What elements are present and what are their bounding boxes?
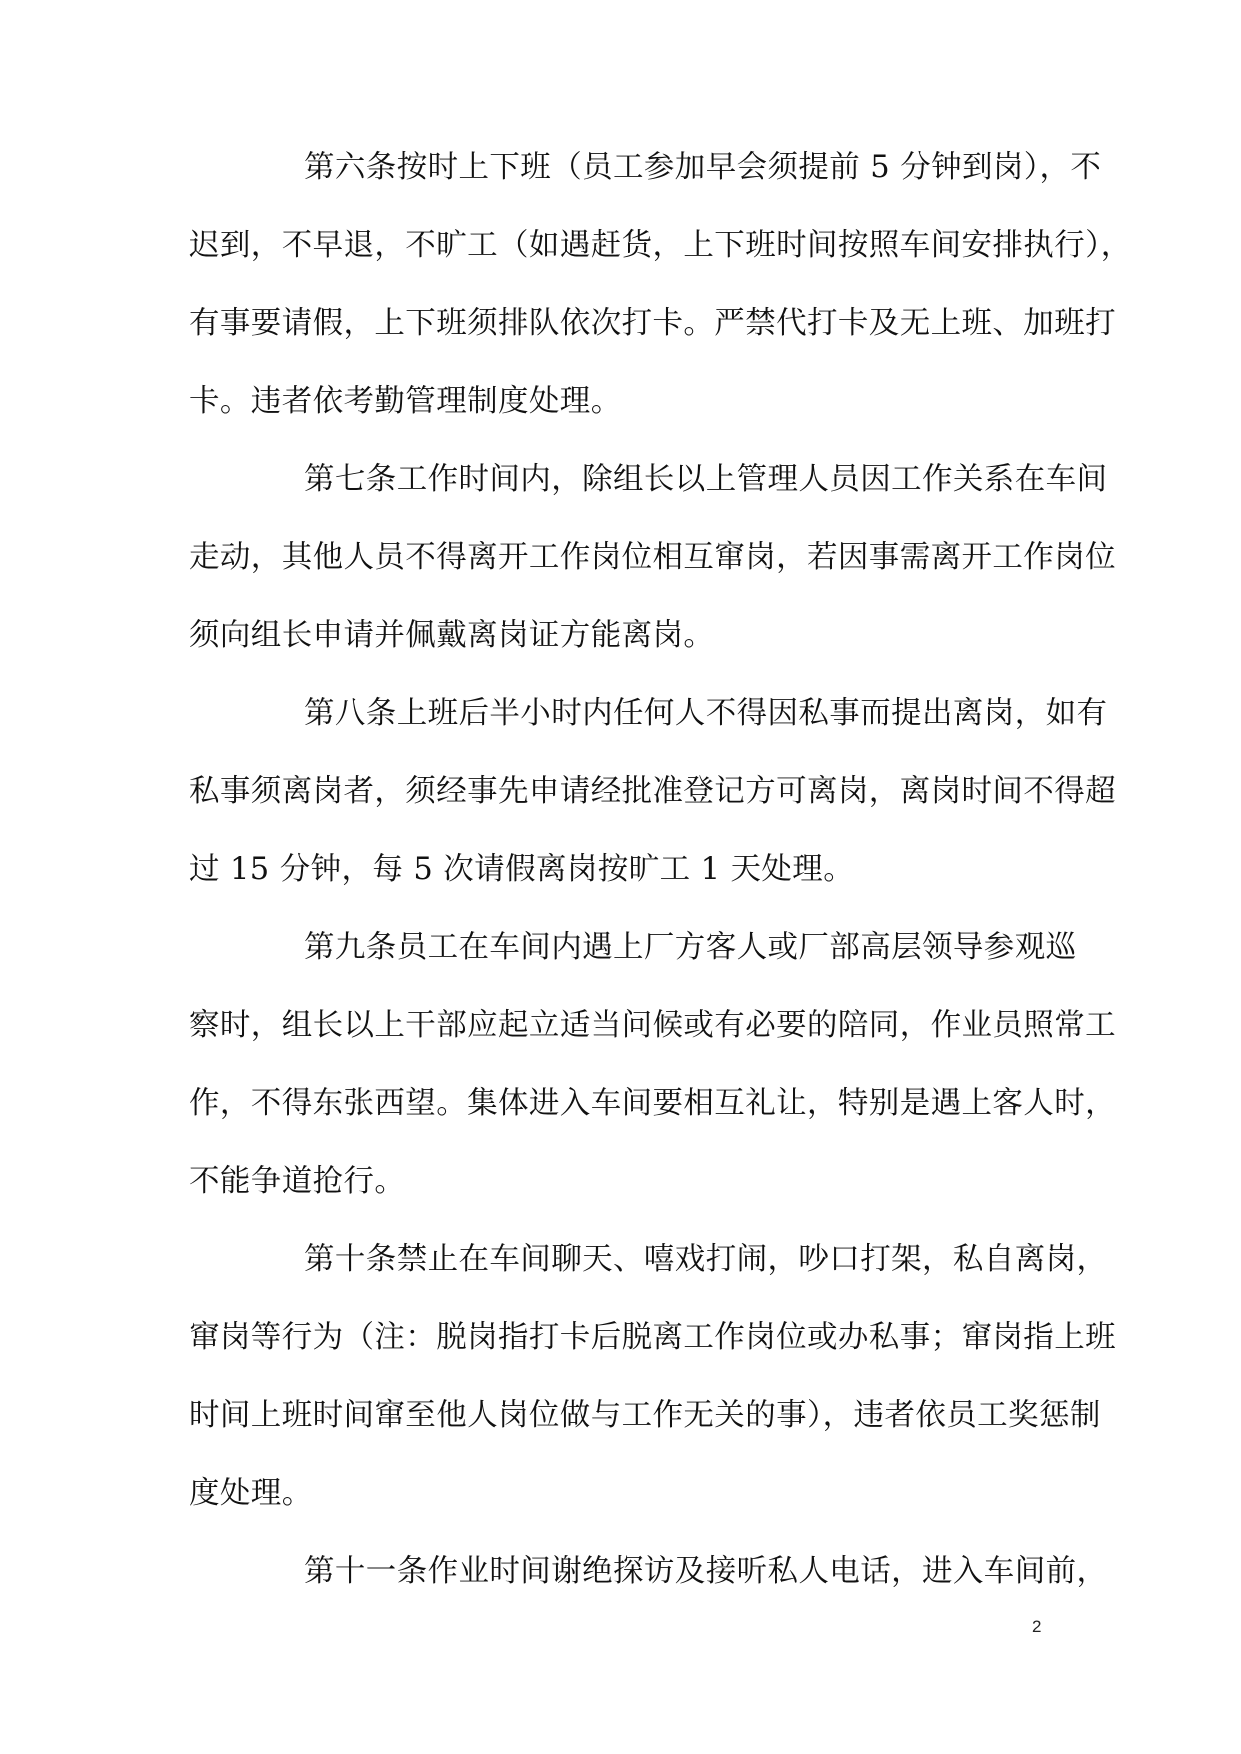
text-line: 察时，组长以上干部应起立适当问候或有必要的陪同，作业员照常工 (189, 1008, 1116, 1043)
text-line: 第六条按时上下班（员工参加早会须提前 5 分钟到岗），不 (304, 150, 1102, 185)
text-line: 须向组长申请并佩戴离岗证方能离岗。 (189, 618, 715, 653)
text-line: 私事须离岗者，须经事先申请经批准登记方可离岗，离岗时间不得超 (189, 774, 1116, 809)
text-line: 第十条禁止在车间聊天、嘻戏打闹，吵口打架，私自离岗， (304, 1242, 1108, 1277)
text-line: 不能争道抢行。 (189, 1164, 406, 1199)
text-line: 作，不得东张西望。集体进入车间要相互礼让，特别是遇上客人时， (189, 1086, 1116, 1121)
text-line: 迟到，不早退，不旷工（如遇赶货，上下班时间按照车间安排执行）， (189, 228, 1132, 263)
page-number: 2 (1032, 1617, 1042, 1636)
text-line: 第七条工作时间内，除组长以上管理人员因工作关系在车间 (304, 462, 1108, 497)
text-line: 有事要请假，上下班须排队依次打卡。严禁代打卡及无上班、加班打 (189, 306, 1116, 341)
text-line: 卡。违者依考勤管理制度处理。 (189, 384, 622, 419)
text-line: 窜岗等行为（注：脱岗指打卡后脱离工作岗位或办私事；窜岗指上班 (189, 1320, 1116, 1355)
text-line: 度处理。 (189, 1476, 313, 1511)
text-line: 第八条上班后半小时内任何人不得因私事而提出离岗，如有 (304, 696, 1108, 731)
text-line: 过 15 分钟，每 5 次请假离岗按旷工 1 天处理。 (189, 852, 855, 887)
text-line: 时间上班时间窜至他人岗位做与工作无关的事），违者依员工奖惩制 (189, 1398, 1101, 1433)
text-line: 第九条员工在车间内遇上厂方客人或厂部高层领导参观巡 (304, 930, 1077, 965)
text-line: 第十一条作业时间谢绝探访及接听私人电话，进入车间前， (304, 1554, 1108, 1589)
text-line: 走动，其他人员不得离开工作岗位相互窜岗，若因事需离开工作岗位 (189, 540, 1116, 575)
